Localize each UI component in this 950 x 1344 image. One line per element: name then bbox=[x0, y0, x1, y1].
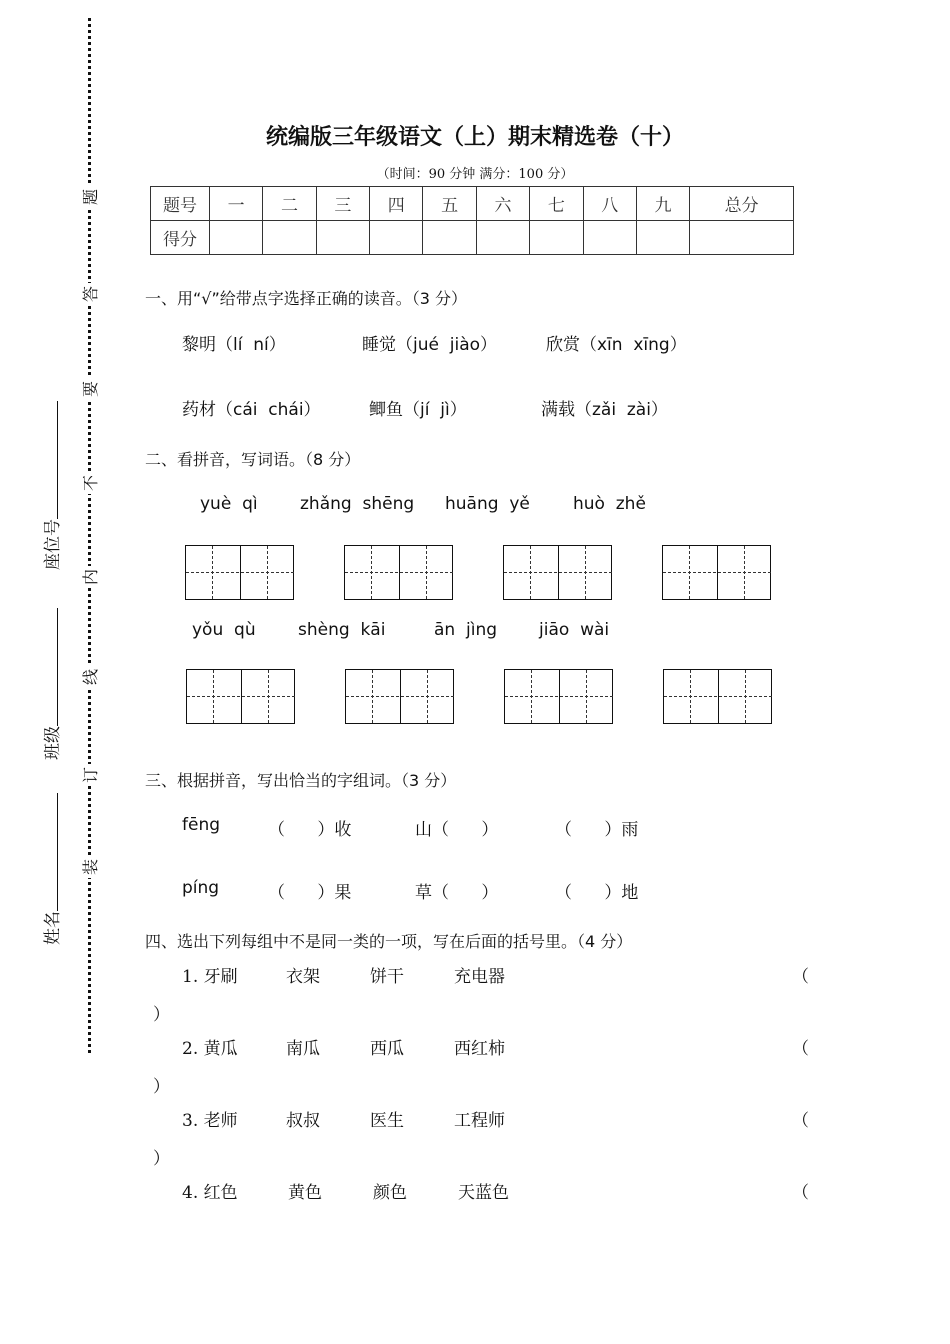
writing-grid[interactable] bbox=[186, 669, 295, 724]
section4-title: 四、选出下列每组中不是同一类的一项，写在后面的括号里。（4 分） bbox=[145, 932, 633, 951]
option: 西红柿 bbox=[454, 1039, 505, 1059]
margin-char: 订 bbox=[80, 764, 102, 786]
option: 充电器 bbox=[454, 967, 505, 987]
answer-paren-open[interactable]: （ bbox=[792, 967, 809, 987]
pinyin-label: yuè qì bbox=[200, 494, 258, 514]
table-cell: 得分 bbox=[151, 221, 210, 255]
option-first: 3. 老师 bbox=[182, 1111, 238, 1131]
fill-blank[interactable]: （ ）地 bbox=[555, 883, 639, 903]
reading-choice-item[interactable]: 睡觉（jué jiào） bbox=[362, 335, 498, 355]
page-title: 统编版三年级语文（上）期末精选卷（十） bbox=[265, 125, 684, 150]
option: 颜色 bbox=[373, 1183, 407, 1203]
margin-char: 要 bbox=[80, 378, 102, 400]
score-cell[interactable] bbox=[423, 221, 476, 255]
writing-grid[interactable] bbox=[663, 669, 772, 724]
reading-choice-item[interactable]: 药材（cái chái） bbox=[182, 400, 321, 420]
seat-number-field[interactable] bbox=[38, 401, 63, 570]
option: 南瓜 bbox=[286, 1039, 320, 1059]
answer-paren-open[interactable]: （ bbox=[792, 1039, 809, 1059]
margin-char: 不 bbox=[80, 472, 102, 494]
reading-choice-item[interactable]: 黎明（lí ní） bbox=[182, 335, 286, 355]
score-cell[interactable] bbox=[690, 221, 794, 255]
pinyin-label: shèng kāi bbox=[298, 620, 386, 640]
section3-title: 三、根据拼音，写出恰当的字组词。（3 分） bbox=[145, 771, 457, 790]
option: 工程师 bbox=[454, 1111, 505, 1131]
section1-title: 一、用“√”给带点字选择正确的读音。（3 分） bbox=[145, 289, 468, 308]
table-cell: 三 bbox=[316, 187, 369, 221]
pinyin-label: yǒu qù bbox=[192, 620, 256, 640]
margin-char: 题 bbox=[80, 186, 102, 208]
fill-blank[interactable]: （ ）收 bbox=[268, 820, 352, 840]
table-cell: 二 bbox=[263, 187, 316, 221]
pinyin-label: jiāo wài bbox=[539, 620, 610, 640]
pinyin-prompt: píng bbox=[182, 878, 220, 898]
margin-char: 答 bbox=[80, 283, 102, 305]
table-cell: 题号 bbox=[151, 187, 210, 221]
score-cell[interactable] bbox=[583, 221, 636, 255]
score-cell[interactable] bbox=[370, 221, 423, 255]
table-cell: 总分 bbox=[690, 187, 794, 221]
pinyin-label: zhǎng shēng bbox=[300, 494, 415, 514]
name-field[interactable] bbox=[38, 793, 63, 945]
page-subtitle: （时间：90 分钟 满分：100 分） bbox=[376, 167, 574, 182]
reading-choice-item[interactable]: 欣赏（xīn xīng） bbox=[546, 335, 687, 355]
table-cell: 九 bbox=[636, 187, 689, 221]
writing-grid[interactable] bbox=[504, 669, 613, 724]
pinyin-label: huò zhě bbox=[573, 494, 646, 514]
option: 天蓝色 bbox=[458, 1183, 509, 1203]
option: 西瓜 bbox=[370, 1039, 404, 1059]
answer-paren-close: ） bbox=[153, 1149, 170, 1169]
table-cell: 七 bbox=[530, 187, 583, 221]
fill-blank[interactable]: （ ）果 bbox=[268, 883, 352, 903]
writing-grid[interactable] bbox=[662, 545, 771, 600]
margin-char: 装 bbox=[80, 856, 102, 878]
option: 叔叔 bbox=[286, 1111, 320, 1131]
table-cell: 六 bbox=[476, 187, 529, 221]
class-field[interactable] bbox=[38, 608, 63, 760]
writing-grid[interactable] bbox=[185, 545, 294, 600]
name-label: 姓名 bbox=[43, 911, 63, 945]
option: 衣架 bbox=[286, 967, 320, 987]
option-first: 1. 牙刷 bbox=[182, 967, 238, 987]
option: 医生 bbox=[370, 1111, 404, 1131]
option-first: 4. 红色 bbox=[182, 1183, 238, 1203]
answer-paren-close: ） bbox=[153, 1077, 170, 1097]
score-cell[interactable] bbox=[263, 221, 316, 255]
answer-paren-close: ） bbox=[153, 1005, 170, 1025]
table-cell: 四 bbox=[370, 187, 423, 221]
table-cell: 一 bbox=[210, 187, 263, 221]
pinyin-label: huāng yě bbox=[445, 494, 530, 514]
writing-grid[interactable] bbox=[503, 545, 612, 600]
writing-grid[interactable] bbox=[345, 669, 454, 724]
option-first: 2. 黄瓜 bbox=[182, 1039, 238, 1059]
fill-blank[interactable]: 山（ ） bbox=[415, 820, 499, 840]
score-cell[interactable] bbox=[316, 221, 369, 255]
seat-number-label: 座位号 bbox=[43, 519, 63, 570]
pinyin-label: ān jìng bbox=[434, 620, 498, 640]
margin-char: 内 bbox=[80, 566, 102, 588]
score-table-header-row bbox=[151, 187, 794, 221]
pinyin-prompt: fēng bbox=[182, 815, 221, 835]
score-cell[interactable] bbox=[530, 221, 583, 255]
answer-paren-open[interactable]: （ bbox=[792, 1183, 809, 1203]
option: 黄色 bbox=[288, 1183, 322, 1203]
table-cell: 五 bbox=[423, 187, 476, 221]
score-table bbox=[150, 186, 794, 255]
writing-grid[interactable] bbox=[344, 545, 453, 600]
option: 饼干 bbox=[370, 967, 404, 987]
reading-choice-item[interactable]: 鲫鱼（jí jì） bbox=[369, 400, 467, 420]
score-cell[interactable] bbox=[636, 221, 689, 255]
table-cell: 八 bbox=[583, 187, 636, 221]
reading-choice-item[interactable]: 满载（zǎi zài） bbox=[541, 400, 668, 420]
score-cell[interactable] bbox=[210, 221, 263, 255]
answer-paren-open[interactable]: （ bbox=[792, 1111, 809, 1131]
fill-blank[interactable]: （ ）雨 bbox=[555, 820, 639, 840]
margin-char: 线 bbox=[80, 666, 102, 688]
score-cell[interactable] bbox=[476, 221, 529, 255]
class-label: 班级 bbox=[43, 726, 63, 760]
section2-title: 二、看拼音，写词语。（8 分） bbox=[145, 450, 361, 469]
fill-blank[interactable]: 草（ ） bbox=[415, 883, 499, 903]
score-table-score-row bbox=[151, 221, 794, 255]
